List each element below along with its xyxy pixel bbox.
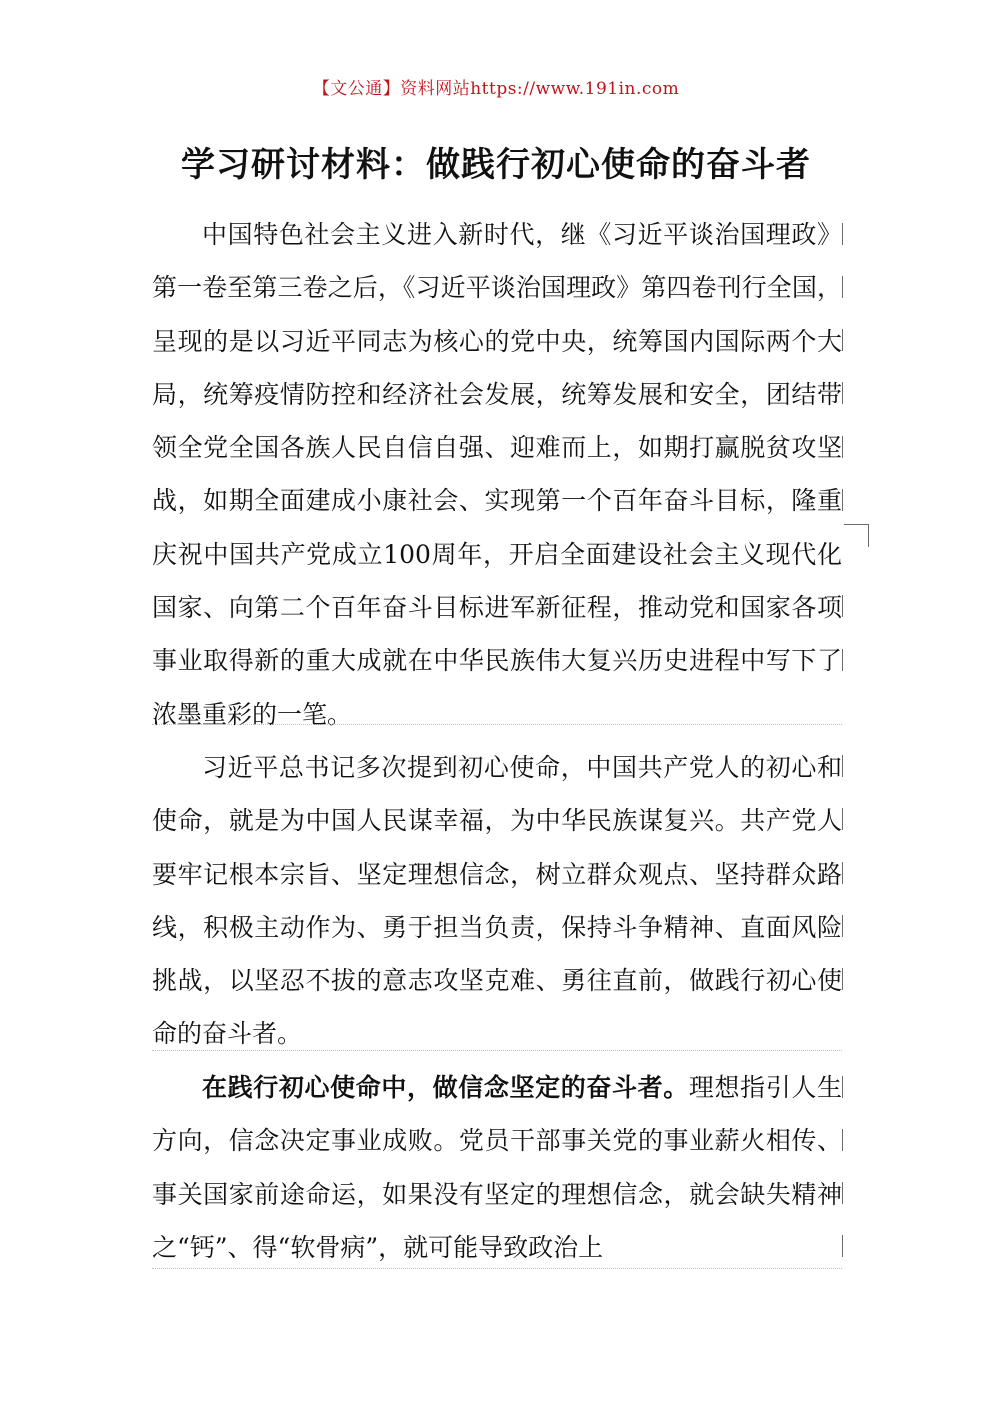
paragraph-3-lead: 在践行初心使命中，做信念坚定的奋斗者。 xyxy=(202,1073,689,1102)
margin-mark xyxy=(842,595,843,617)
margin-mark xyxy=(842,489,843,511)
paragraph-2-text: 习近平总书记多次提到初心使命，中国共产党人的初心和使命，就是为中国人民谋幸福，为中华民族谋复兴。共产党人要牢记根本宗旨、坚定理想信念，树立群众观点、坚持群众路线，积极主动作为、勇于担当负责，保持斗争精神、直面风险挑战，以坚忍不拔的意志攻坚克难、勇往直前，做践行初心使命的奋斗者。 xyxy=(152,753,842,1049)
margin-mark xyxy=(842,862,843,884)
paragraph-3-text: 理想指引人生方向，信念决定事业成败。党员干部事关党的事业薪火相传、事关国家前途命运，如果没有坚定的理想信念，就会缺失精神之“钙”、得“软骨病”，就可能导致政治上 xyxy=(152,1073,842,1262)
margin-mark xyxy=(842,808,843,830)
margin-mark xyxy=(842,915,843,937)
margin-mark xyxy=(842,1235,843,1257)
paragraph-separator xyxy=(152,724,842,725)
paragraph-1-text: 中国特色社会主义进入新时代，继《习近平谈治国理政》第一卷至第三卷之后，《习近平谈治国理政》第四卷刊行全国，呈现的是以习近平同志为核心的党中央，统筹国内国际两个大局，统筹疫情防控和经济社会发展，统筹发展和安全，团结带领全党全国各族人民自信自强、迎难而上，如期打赢脱贫攻坚战，如期全面建成小康社会、实现第一个百年奋斗目标，隆重庆祝中国共产党成立100周年，开启全面建设社会主义现代化国家、向第二个百年奋斗目标进军新征程，推动党和国家各项事业取得新的重大成就在中华民族伟大复兴历史进程中写下了浓墨重彩的一笔。 xyxy=(152,220,842,729)
margin-mark xyxy=(842,436,843,458)
header-source-line: 【文公通】资料网站https://www.191in.com xyxy=(312,79,680,99)
margin-mark xyxy=(842,223,843,245)
margin-mark xyxy=(842,329,843,351)
margin-corner-mark xyxy=(844,524,869,547)
margin-mark xyxy=(842,1129,843,1151)
paragraph-2 xyxy=(152,741,842,1061)
margin-mark xyxy=(842,382,843,404)
paragraph-separator xyxy=(152,1050,842,1051)
margin-mark xyxy=(842,1182,843,1204)
paragraph-separator xyxy=(152,1268,842,1269)
margin-mark xyxy=(842,755,843,777)
margin-mark xyxy=(842,276,843,298)
paragraph-3 xyxy=(152,1061,842,1273)
margin-mark xyxy=(842,968,843,990)
margin-mark xyxy=(842,649,843,671)
margin-mark xyxy=(842,1076,843,1098)
paragraph-1 xyxy=(152,208,842,741)
document-title: 学习研讨材料：做践行初心使命的奋斗者 xyxy=(181,145,811,185)
